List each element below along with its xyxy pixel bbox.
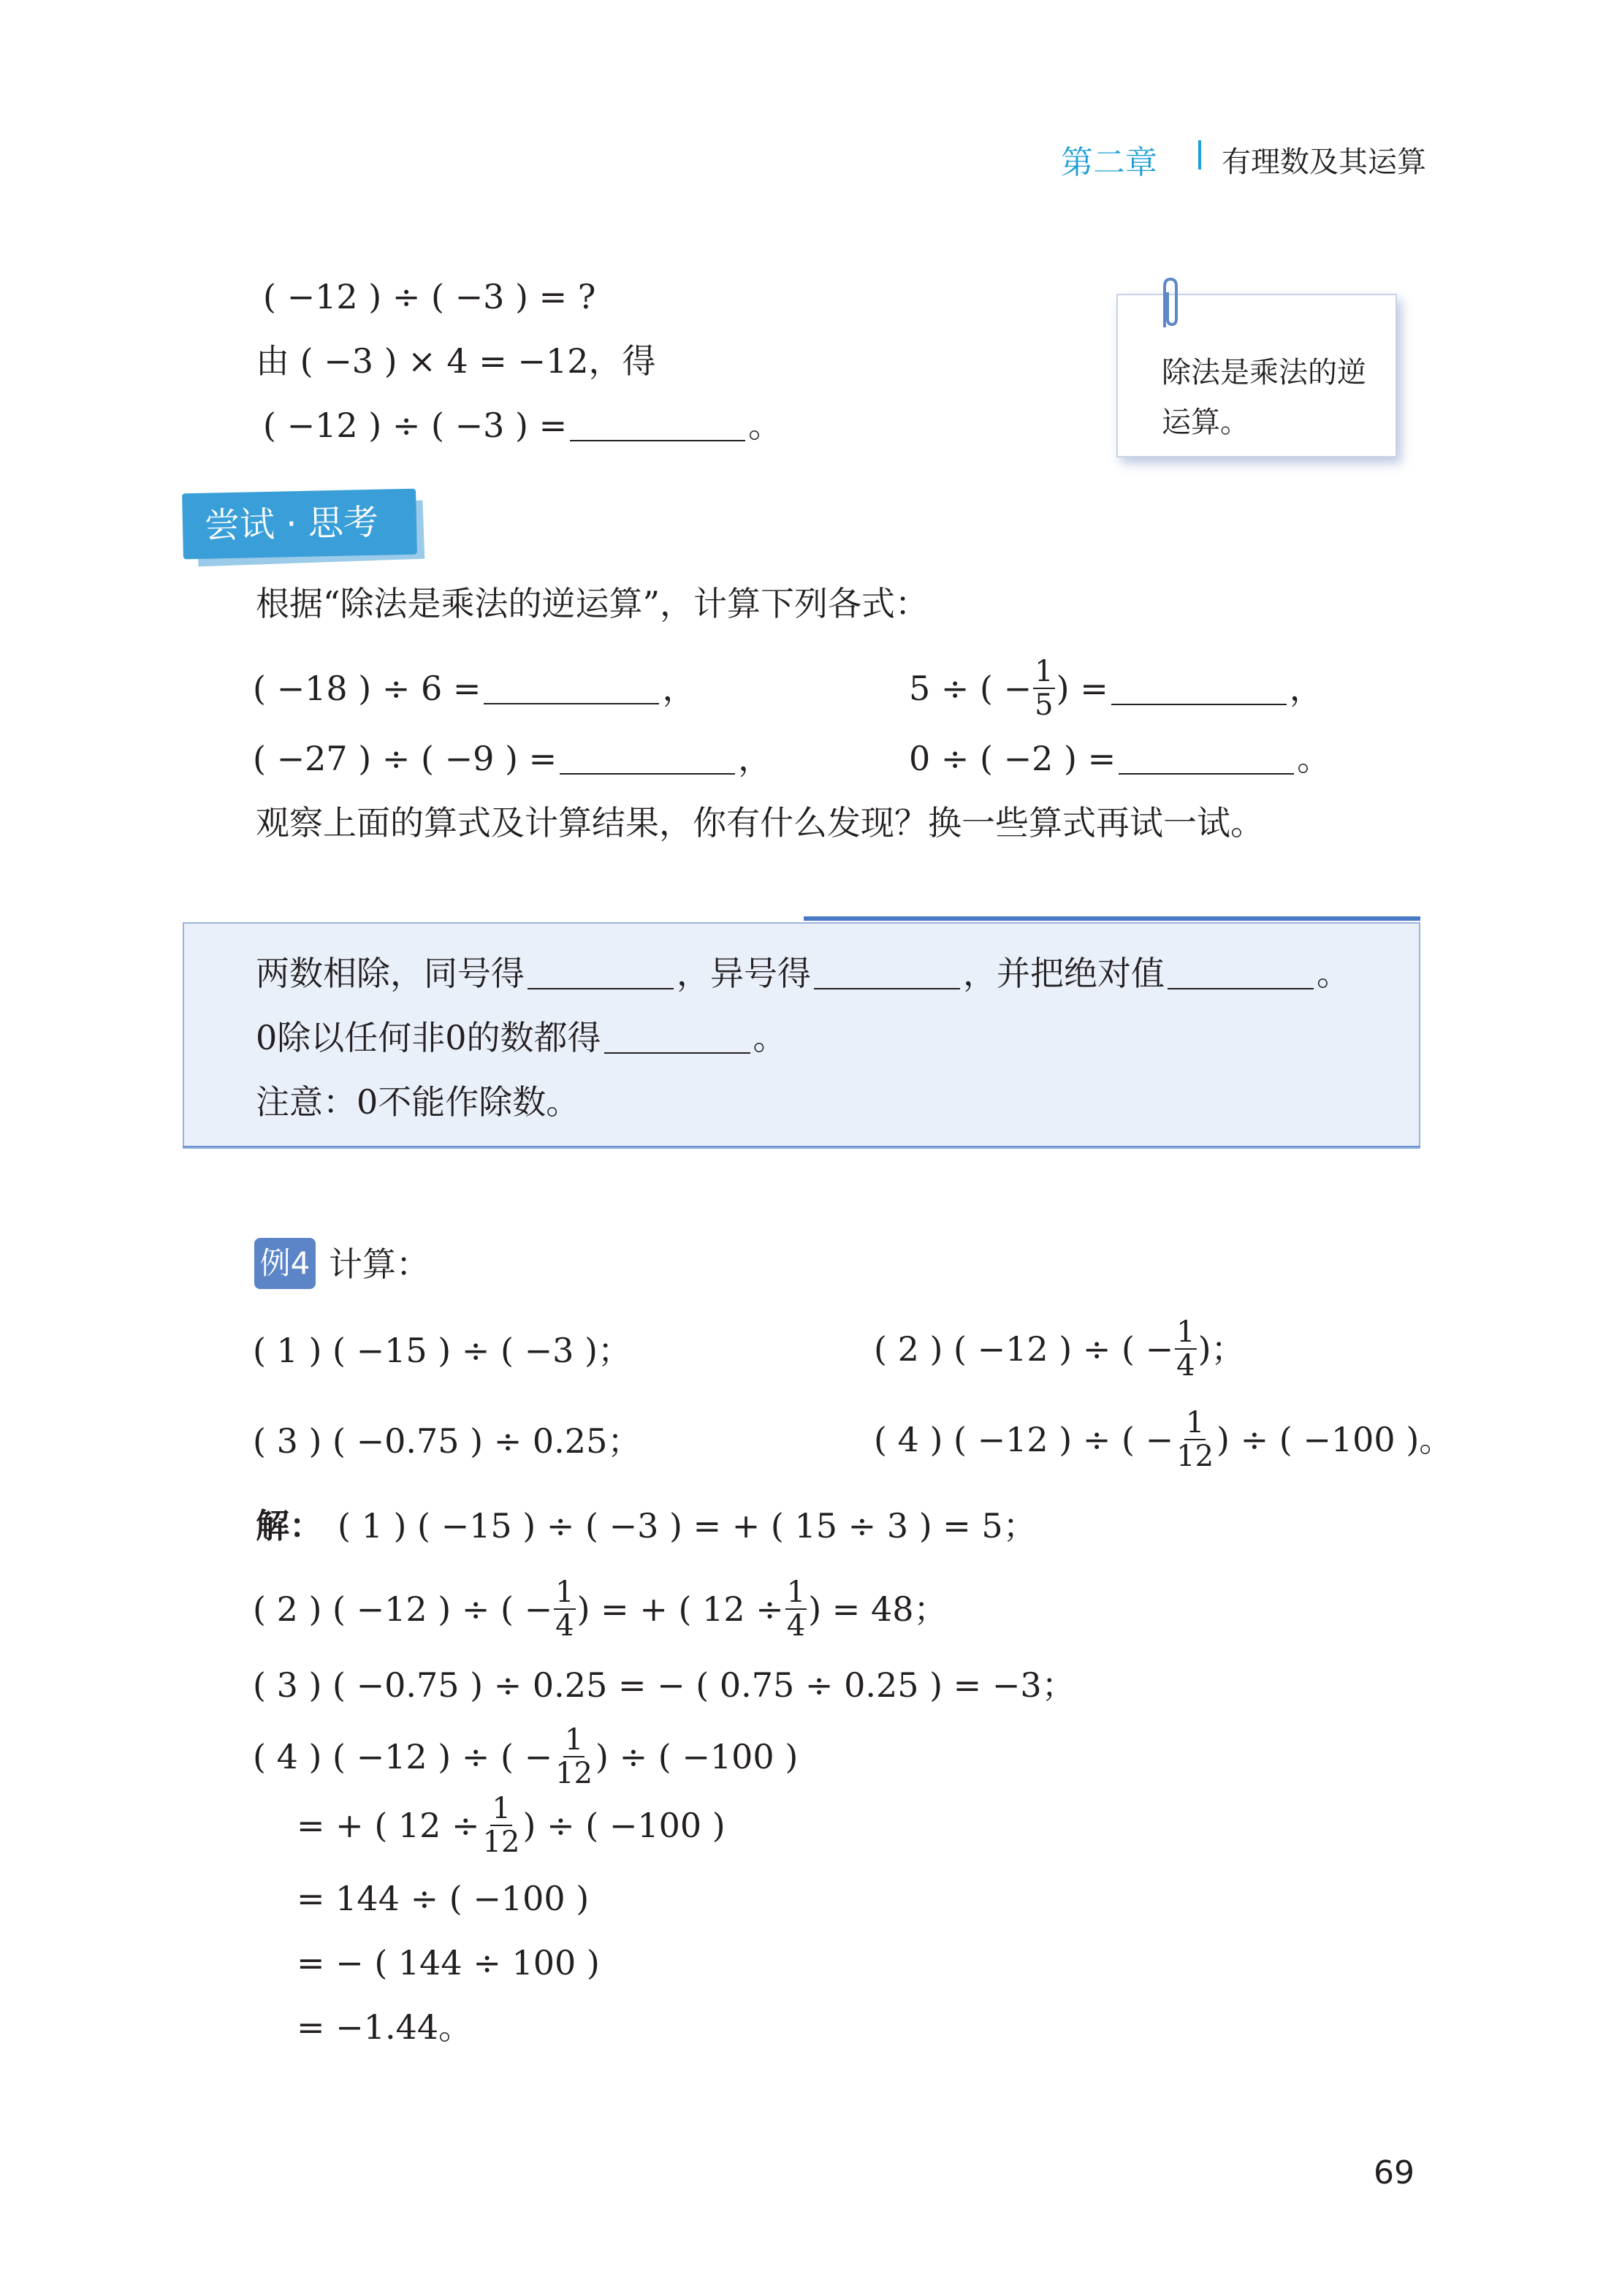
fraction: $\frac{1}{12}$ <box>1176 1406 1214 1473</box>
fraction: $\frac{1}{4}$ <box>786 1575 806 1643</box>
exercise-4: 0 ÷ ( −2 ) = 。 <box>909 739 1331 778</box>
fraction: $\frac{1}{12}$ <box>482 1792 520 1859</box>
solution-step-8: = −1.44。 <box>297 2007 473 2047</box>
answer-blank[interactable] <box>570 408 745 441</box>
solution-label: 解： <box>256 1506 323 1546</box>
answer-blank[interactable] <box>1168 956 1314 989</box>
answer-blank[interactable] <box>560 741 735 775</box>
solution-step-6: = 144 ÷ ( −100 ) <box>297 1879 590 1918</box>
intro-line-1: ( −12 ) ÷ ( −3 ) = ? <box>263 277 596 316</box>
answer-blank[interactable] <box>484 671 659 704</box>
chapter-title: 有理数及其运算 <box>1222 145 1426 179</box>
intro-line-2: 由 ( −3 ) × 4 = −12，得 <box>256 341 656 381</box>
fraction: $\frac{1}{4}$ <box>555 1575 574 1643</box>
solution-step-4: ( 4 ) ( −12 ) ÷ ( − $\frac{1}{12}$ ) ÷ ( −100 ) <box>253 1723 799 1790</box>
solution-step-7: = − ( 144 ÷ 100 ) <box>297 1943 600 1983</box>
intro-line-3: ( −12 ) ÷ ( −3 ) = 。 <box>263 406 783 445</box>
fraction: $\frac{1}{12}$ <box>555 1723 593 1790</box>
side-note-text: 除法是乘法的逆运算。 <box>1162 356 1366 439</box>
answer-blank[interactable] <box>1111 672 1287 705</box>
chapter-label: 第二章 <box>1061 144 1157 181</box>
example-badge: 例4 <box>254 1238 316 1289</box>
try-instruction: 根据“除法是乘法的逆运算”，计算下列各式： <box>256 584 929 623</box>
solution-step-5: = + ( 12 ÷ $\frac{1}{12}$ ) ÷ ( −100 ) <box>297 1792 726 1859</box>
fraction: $\frac{1}{4}$ <box>1176 1315 1195 1383</box>
exercise-3: ( −27 ) ÷ ( −9 ) = ， <box>253 739 772 778</box>
solution-step-2: ( 2 ) ( −12 ) ÷ ( − $\frac{1}{4}$ ) = + ( 12 ÷ $\frac{1}{4}$ ) = 48； <box>253 1575 948 1643</box>
rule-box-accent <box>804 916 1420 921</box>
rule-box-accent-bottom <box>183 1146 1420 1149</box>
rule-line-2: 0除以任何非0的数都得 。 <box>256 1018 787 1057</box>
answer-blank[interactable] <box>528 956 674 989</box>
answer-blank[interactable] <box>814 956 960 989</box>
example-problem-2: ( 2 ) ( −12 ) ÷ ( − $\frac{1}{4}$ )； <box>874 1315 1245 1383</box>
try-think-banner: 尝试 · 思考 <box>182 489 417 560</box>
example-problem-4: ( 4 ) ( −12 ) ÷ ( − $\frac{1}{12}$ ) ÷ ( −100 )。 <box>874 1406 1453 1473</box>
example-title: 计算： <box>329 1244 430 1284</box>
example-problem-3: ( 3 ) ( −0.75 ) ÷ 0.25； <box>253 1421 641 1461</box>
page-number: 69 <box>1374 2154 1415 2192</box>
exercise-2: 5 ÷ ( − $\frac{1}{5}$ ) = ， <box>909 655 1323 722</box>
paperclip-icon <box>1154 276 1184 330</box>
rule-line-1: 两数相除，同号得 ，异号得 ，并把绝对值 。 <box>256 954 1350 993</box>
example-problem-1: ( 1 ) ( −15 ) ÷ ( −3 )； <box>253 1331 631 1370</box>
fraction: $\frac{1}{5}$ <box>1035 655 1054 722</box>
solution-step-3: ( 3 ) ( −0.75 ) ÷ 0.25 = − ( 0.75 ÷ 0.25 ) = −3； <box>253 1665 1075 1705</box>
answer-blank[interactable] <box>604 1020 750 1054</box>
rule-line-3: 注意：0不能作除数。 <box>256 1082 580 1122</box>
observe-prompt: 观察上面的算式及计算结果，你有什么发现？换一些算式再试一试。 <box>256 803 1264 843</box>
exercise-1: ( −18 ) ÷ 6 = ， <box>253 669 696 708</box>
solution-step-1: ( 1 ) ( −15 ) ÷ ( −3 ) = + ( 15 ÷ 3 ) = 5； <box>338 1506 1037 1546</box>
answer-blank[interactable] <box>1119 741 1294 775</box>
header-separator <box>1198 140 1201 170</box>
